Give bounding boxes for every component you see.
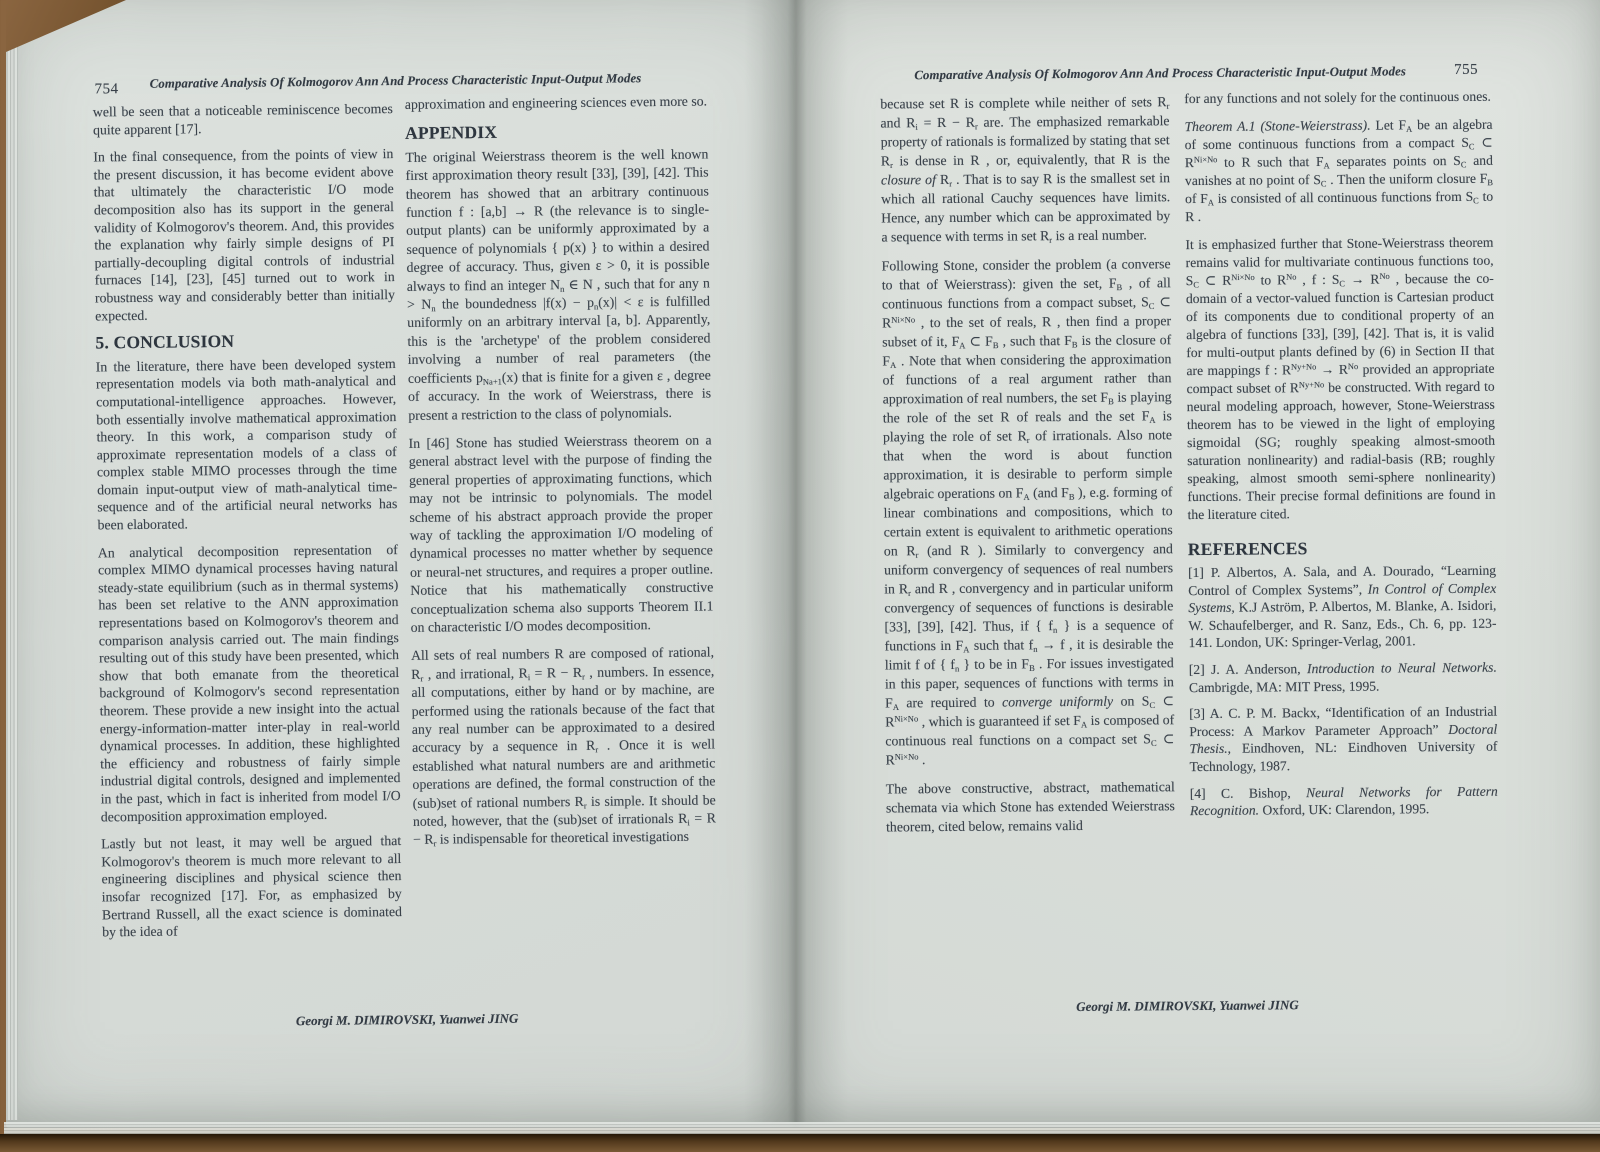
running-title-right: Comparative Analysis Of Kolmogorov Ann And Process Characteristic Input-Output Modes [914,64,1406,83]
footer-authors-left: Georgi M. DIMIROVSKI, Yuanwei JING [295,1010,519,1029]
paragraph: The above constructive, abstract, mathematical schemata via which Stone has extended Weierstrass theorem, cited below, remains valid [885,779,1175,835]
page-number-left: 754 [94,81,119,98]
paragraph: In the final consequence, from the points of view in the present discussion, it has become evident above that ultimately the characteristic I/O mode decomposition also has its support in the general validity of Kolmogorov's theorem. And, this provides the explanation why fairly simple designs of PI partially-decoupling digital controls of industrial furnaces [14], [23], [45] turned out to work in robustness way and considerably better than initially expected. [93,146,396,323]
paragraph: An analytical decomposition representation of complex MIMO dynamical processes having natural steady-state equilibrium (such as in thermal systems) has been set relative to the ANN approximation representations based on Kolmogorov's theorem and comparison analysis carried out. The main findings resulting out of this study have been presented, which show that both emanate from the theoretical background of Kolmogorv's second representation theorem. These provide a new insight into the actual energy-information-matter inter-play in real-world dynamical processes. In addition, these highlighted the efficiency and robustness of fairly simple industrial digital controls, designed and implemented in the past, which in fact is inherited from model I/O decomposition approximation employed. [97,541,401,824]
theorem-paragraph: Theorem A.1 (Stone-Weierstrass). Let $F_A$ be an algebra of some continuous functions from a compact $S_C$ ⊂ $R^{Ni\times No}$ to R such that $F_A$ separates points on $S_C$ and vanishes at no point of $S_C$ . Then the uniform closure $F_B$ of $F_A$ is consisted of all continuous functions from $S_C$ to R . [1184,116,1494,225]
reference-item: [4] C. Bishop, Neural Networks for Pattern Recognition. Oxford, UK: Clarendon, 1995. [1189,783,1498,819]
paragraph: well be seen that a noticeable reminiscence becomes quite apparent [17]. [92,101,393,138]
reference-item: [1] P. Albertos, A. Sala, and A. Dourado, “Learning Control of Complex Systems”, In Control of Complex Systems, K.J Aström, P. Albertos, M. Blanke, A. Isidori, W. Schaufelberger, and R. Sanz, Eds., Ch. 6, pp. 123-141. London, UK: Springer-Verlag, 2001. [1188,562,1497,651]
left-page [6,0,794,1128]
paragraph: It is emphasized further that Stone-Weierstrass theorem remains valid for multivariate continuous functions too, $S_C$ ⊂ $R^{Ni\times No}$ to $R^{No}$ , f : $S_C \to R^{No}$ , because the co-domain of a vector-valued function is Cartesian product of its components due to conditional property of an algebra of functions [33], [39], [42]. That is, it is valid for multi-output plants defined by (6) in Section II that are mappings f : $R^{Ny+No} \to R^{No}$ provided an appropriate compact subset of $R^{Ny+No}$ be constructed. With regard to neural modeling approach, however, Stone-Weierstrass theorem has to be viewed in the light of employing sigmoidal (SG; roughly speaking almost-smooth saturation nonlinearity) and radial-basis (RB; roughly speaking, almost smooth semi-sphere nonlinearity) functions. Their precise formal definitions are found in the literature cited. [1185,234,1496,523]
references-heading: REFERENCES [1187,538,1308,560]
paragraph: because set R is complete while neither of sets $R_r$ and $R_i = R - R_r$ are. The emphasized remarkable property of rationals is formalized by stating that set $R_r$ is dense in R , or, equivalently, that R is the closure of $R_r$ . That is to say R is the smallest set in which all rational Cauchy sequences have limits. Hence, any number which can be approximated by a sequence with terms in set $R_r$ is a real number. [880,94,1171,245]
paragraph: In the literature, there have been developed system representation models via both math-analytical and computational-intelligence approaches. However, both essentially involve mathematical approximation theory. In this work, a comparison study of approximate representation models of a class of complex stable MIMO processes through the time domain input-output view of math-analytical time-sequence and of the artificial neural networks has been elaborated. [95,355,398,533]
wooden-desk-edge [0,1134,1600,1152]
right-column-1 [880,92,1175,846]
right-page-content [790,0,1600,1131]
paragraph: The original Weierstrass theorem is the well known first approximation theory result [33], [39], [42]. This theorem has showed that an arbitrary continuous function f : [a,b] → R (the relevance is to single-output plants) can be uniformly approximated by a sequence of polynomials { p(x) } to within a desired degree of accuracy. Thus, given ε > 0, it is possible always to find an integer $N_n$ ∈ N , such that for any $n > N_n$ the boundedness $|f(x) - p_n(x)| < \varepsilon$ is fulfilled uniformly on an arbitrary interval [a, b]. Apparently, this is the 'archetype' of the problem considered involving a number of real parameters (the coefficients $p_{Na+1}(x)$ that is finite for a given ε , degree of accuracy. In the work of Weierstrass, there is present a restriction to the class of polynomials. [405,146,712,423]
left-column-2 [405,92,717,859]
appendix-heading: APPENDIX [405,122,498,144]
paragraph: approximation and engineering sciences even more so. [404,93,708,112]
page-number-right: 755 [1454,61,1479,78]
paragraph: Lastly but not least, it may well be argued that Kolmogorov's theorem is much more relevant to all engineering disciplines and physical science then insofar recognized [17]. For, as emphasized by Bertrand Russell, all the exact science is dominated by the idea of [101,833,403,940]
reference-item: [2] J. A. Anderson, Introduction to Neural Networks. Cambrigde, MA: MIT Press, 1995. [1188,659,1497,695]
paragraph: for any functions and not solely for the continuous ones. [1184,88,1491,107]
paragraph: All sets of real numbers R are composed of rational, $R_r$ , and irrational, $R_i = R - R_r$ , numbers. In essence, all computations, either by hand or by machine, are performed using the rationals because of the fact that any real number can be approximated to a desired accuracy by a sequence in $R_r$ . Once it is well established what natural numbers are and arithmetic operations are defined, the formal construction of the (sub)set of rational numbers $R_r$ is simple. It should be noted, however, that the (sub)set of irrationals $R_i = R - R_r$ is indispensable for theoretical investigations [410,644,716,849]
left-page-content [0,0,800,1132]
left-column-1 [93,100,403,951]
page-stack-edge-bottom [4,1122,1600,1134]
footer-authors-right: Georgi M. DIMIROVSKI, Yuanwei JING [1076,997,1299,1014]
reference-item: [3] A. C. P. M. Backx, “Identification of an Industrial Process: A Markov Parameter Approach” Doctoral Thesis., Eindhoven, NL: Eindhoven University of Technology, 1987. [1189,703,1498,775]
paragraph: Following Stone, consider the problem (a converse to that of Weierstrass): given the set, $F_B$ , of all continuous functions from a compact subset, $S_C$ ⊂ $R^{Ni\times No}$ , to the set of reals, R , then find a proper subset of it, $F_A$ ⊂ $F_B$ , such that $F_B$ is the closure of $F_A$ . Note that when considering the approximation of functions of a real argument rather than approximation of real numbers, the set $F_B$ is playing the role of the set R of reals and the set $F_A$ is playing the role of set $R_r$ of irrationals. Also note that when the word is about function approximation, it is desirable to perform simple algebraic operations on $F_A$ (and $F_B$ ), e.g. forming of linear combinations and compositions, which to certain extent is equivalent to arithmetic operations on $R_r$ (and R ). Similarly to convergency and uniform convergency of sequences of real numbers in $R_r$ and R , convergency and in particular uniform convergency of sequences of functions is desirable [33], [39], [42]. Thus, if { $f_n$ } is a sequence of functions in $F_A$ such that $f_n \to f$ , it is desirable the limit f of { $f_n$ } to be in $F_B$ . For issues investigated in this paper, sequences of functions with terms in $F_A$ are required to converge uniformly on $S_C$ ⊂ $R^{Ni\times No}$ , which is guaranteed if set $F_A$ is composed of continuous real functions on a compact set $S_C$ ⊂ $R^{Ni\times No}$ . [881,256,1175,768]
right-column-2 [1184,88,1498,829]
right-page [794,0,1600,1128]
running-title-left: Comparative Analysis Of Kolmogorov Ann And Process Characteristic Input-Output Modes [149,71,642,91]
conclusion-heading: 5. CONCLUSION [95,330,235,353]
paragraph: In [46] Stone has studied Weierstrass theorem on a general abstract level with the purpose of finding the general properties of approximating functions, which may not be intrinsic to polynomials. The model scheme of his abstract approach provide the proper way of tackling the approximation I/O modeling of dynamical processes no matter whether by sequence or neural-net structures, and requires a proper outline. Notice that his mathematically constructive conceptualization schema also supports Theorem II.1 on characteristic I/O modes decomposition. [408,432,714,635]
